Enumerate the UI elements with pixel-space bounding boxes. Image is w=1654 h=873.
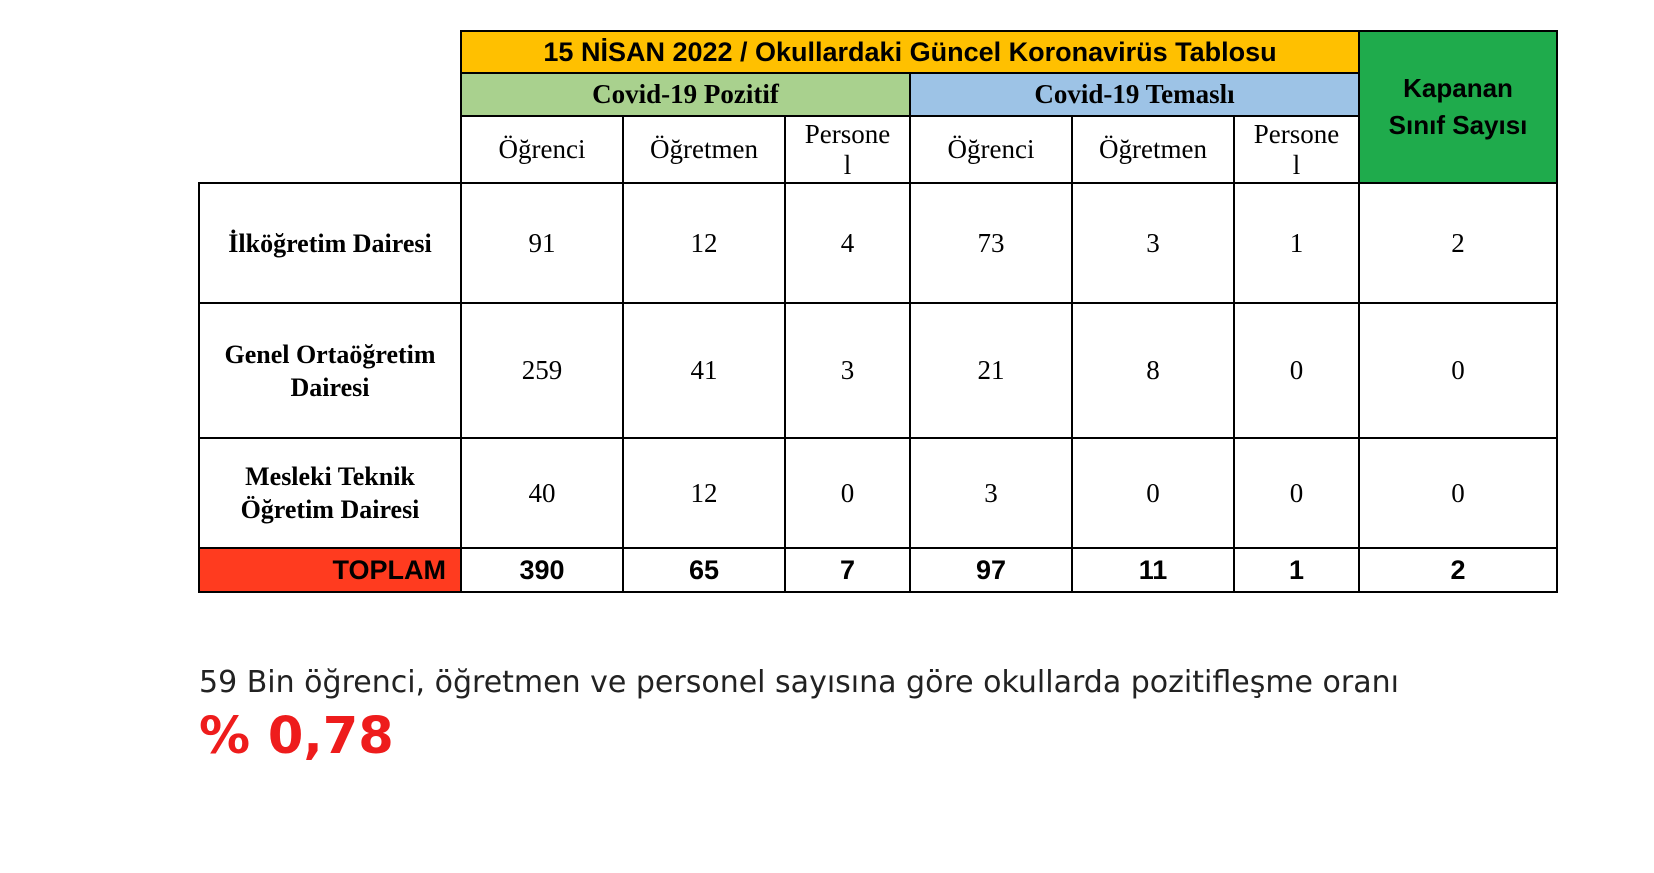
cell-value: 259 xyxy=(461,303,623,438)
cell-value: 40 xyxy=(461,438,623,548)
table-row xyxy=(199,303,1557,438)
col-header-positive-staff xyxy=(785,116,910,183)
total-label: TOPLAM xyxy=(199,548,461,592)
cell-value: 3 xyxy=(1072,183,1234,303)
covid-contact-header: Covid-19 Temaslı xyxy=(910,73,1359,116)
total-value: 65 xyxy=(623,548,785,592)
closed-header-line2: Sınıf Sayısı xyxy=(1388,110,1528,140)
row-label-line2: Öğretim Dairesi xyxy=(240,495,420,524)
cell-value: 4 xyxy=(785,183,910,303)
col-header-positive-student: Öğrenci xyxy=(461,116,623,183)
cell-value: 0 xyxy=(785,438,910,548)
covid-positive-header: Covid-19 Pozitif xyxy=(461,73,910,116)
positivity-note: 59 Bin öğrenci, öğretmen ve personel sayısına göre okullarda pozitifleşme oranı xyxy=(199,665,1399,700)
table-row xyxy=(199,438,1557,548)
cell-value: 0 xyxy=(1072,438,1234,548)
total-value: 7 xyxy=(785,548,910,592)
cell-value: 73 xyxy=(910,183,1072,303)
cell-value: 41 xyxy=(623,303,785,438)
cell-value: 3 xyxy=(910,438,1072,548)
cell-value: 12 xyxy=(623,438,785,548)
total-value: 97 xyxy=(910,548,1072,592)
total-value: 11 xyxy=(1072,548,1234,592)
row-label-line1: Genel Ortaöğretim xyxy=(224,339,436,369)
covid-school-table xyxy=(198,30,1558,593)
closed-classes-header xyxy=(1359,31,1557,183)
col-header-positive-teacher: Öğretmen xyxy=(623,116,785,183)
total-value: 2 xyxy=(1359,548,1557,592)
cell-value: 0 xyxy=(1359,438,1557,548)
staff-label-line1: Persone xyxy=(804,118,891,149)
total-row xyxy=(199,548,1557,592)
staff-label-line2: l xyxy=(1292,149,1301,180)
table-title: 15 NİSAN 2022 / Okullardaki Güncel Koronavirüs Tablosu xyxy=(461,31,1359,73)
row-label-line1: İlköğretim Dairesi xyxy=(228,228,432,258)
total-value: 1 xyxy=(1234,548,1359,592)
cell-value: 0 xyxy=(1234,438,1359,548)
row-label-general-secondary xyxy=(199,303,461,438)
cell-value: 91 xyxy=(461,183,623,303)
cell-value: 2 xyxy=(1359,183,1557,303)
cell-value: 0 xyxy=(1359,303,1557,438)
empty-corner xyxy=(199,31,461,183)
cell-value: 21 xyxy=(910,303,1072,438)
row-label-line2: Dairesi xyxy=(290,372,370,402)
cell-value: 1 xyxy=(1234,183,1359,303)
staff-label-line2: l xyxy=(843,149,852,180)
closed-header-line1: Kapanan xyxy=(1403,73,1513,103)
table-row xyxy=(199,183,1557,303)
row-label-vocational xyxy=(199,438,461,548)
cell-value: 0 xyxy=(1234,303,1359,438)
cell-value: 3 xyxy=(785,303,910,438)
cell-value: 8 xyxy=(1072,303,1234,438)
col-header-contact-student: Öğrenci xyxy=(910,116,1072,183)
cell-value: 12 xyxy=(623,183,785,303)
staff-label-line1: Persone xyxy=(1253,118,1340,149)
col-header-contact-staff xyxy=(1234,116,1359,183)
total-value: 390 xyxy=(461,548,623,592)
row-label-primary xyxy=(199,183,461,303)
row-label-line1: Mesleki Teknik xyxy=(245,462,415,491)
positivity-rate: % 0,78 xyxy=(199,707,394,766)
col-header-contact-teacher: Öğretmen xyxy=(1072,116,1234,183)
